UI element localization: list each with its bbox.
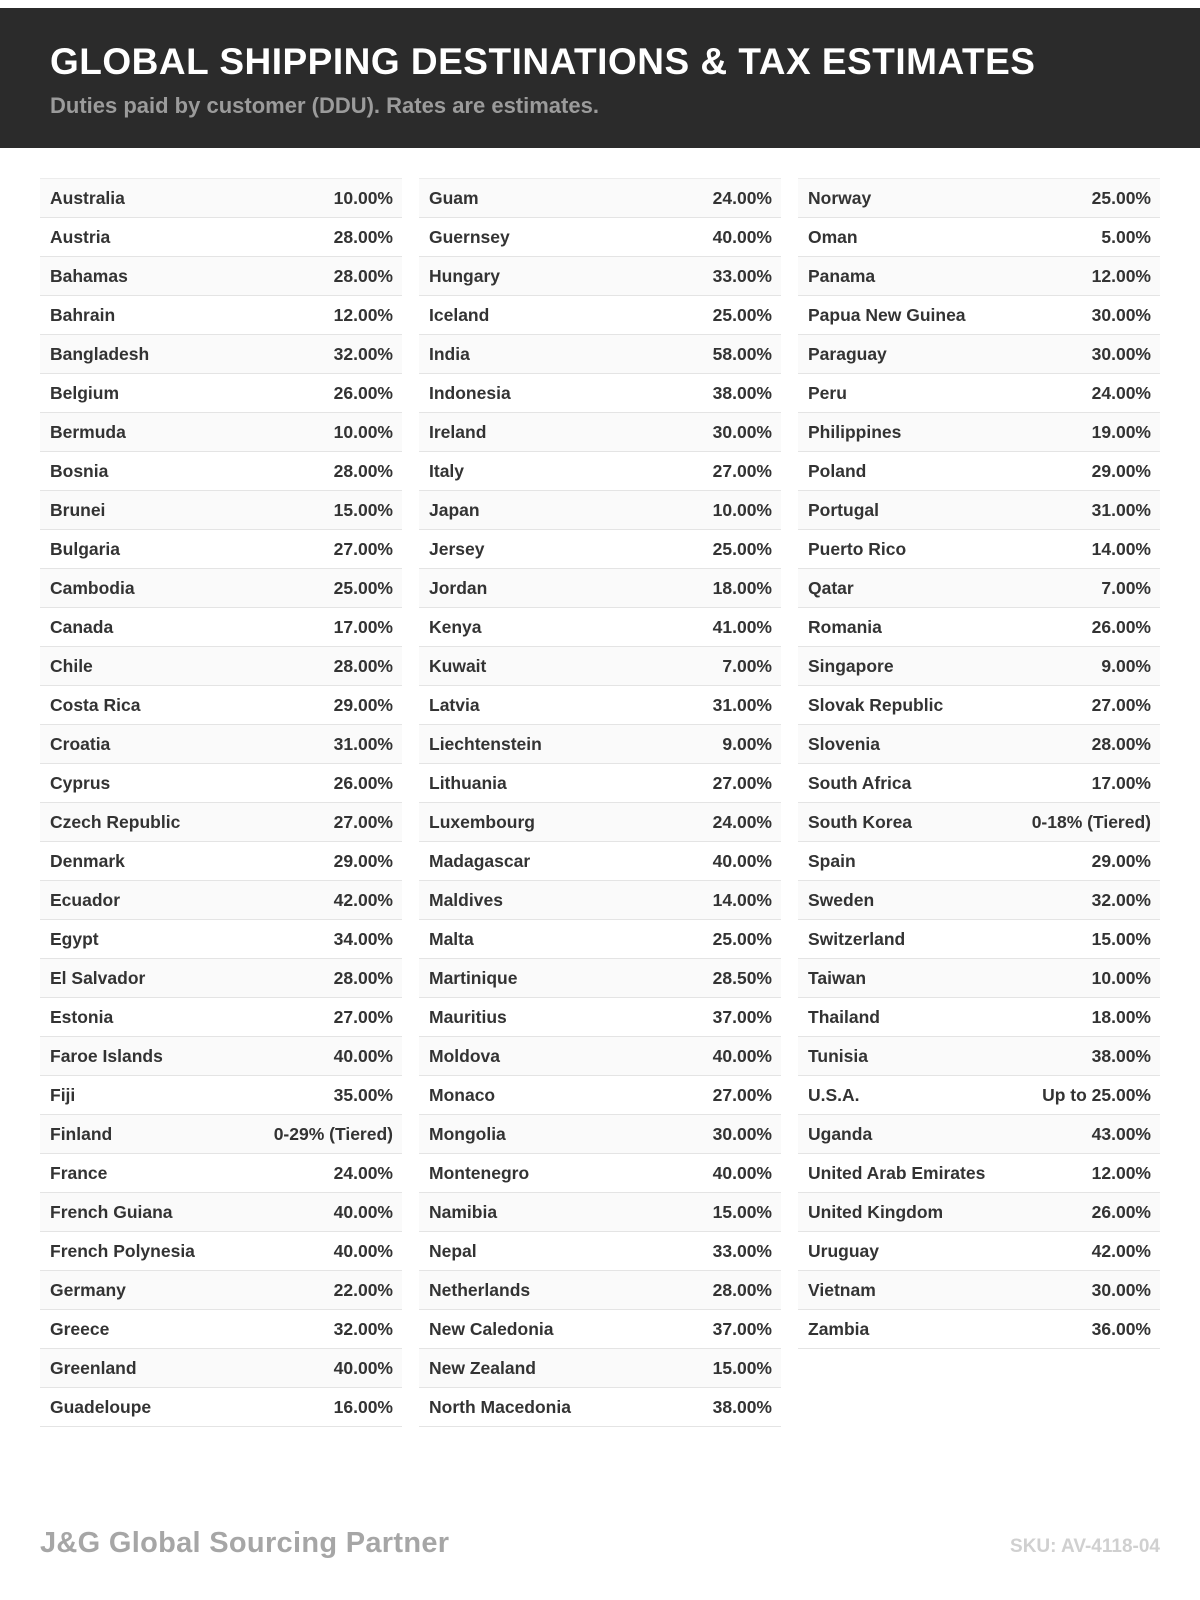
country-name: United Arab Emirates	[808, 1162, 986, 1183]
rates-column	[798, 178, 1160, 1427]
tax-rate: 42.00%	[333, 889, 393, 910]
page-footer	[40, 1527, 1160, 1560]
country-name: Switzerland	[808, 928, 906, 949]
country-name: Namibia	[429, 1201, 498, 1222]
country-name: Puerto Rico	[808, 538, 907, 559]
tax-rate: 27.00%	[712, 772, 772, 793]
tax-rate: 36.00%	[1091, 1318, 1151, 1339]
tax-rate: 29.00%	[333, 850, 393, 871]
country-name: Monaco	[429, 1084, 496, 1105]
table-row	[798, 1193, 1160, 1232]
rates-column	[419, 178, 781, 1427]
table-row	[419, 530, 781, 569]
country-name: Peru	[808, 382, 847, 403]
tax-rate: 14.00%	[1091, 538, 1151, 559]
table-row	[798, 647, 1160, 686]
tax-rate: 25.00%	[712, 304, 772, 325]
country-name: Singapore	[808, 655, 894, 676]
country-name: Kuwait	[429, 655, 487, 676]
country-name: Austria	[50, 226, 111, 247]
country-name: Croatia	[50, 733, 111, 754]
country-name: Portugal	[808, 499, 879, 520]
tax-rate: 24.00%	[712, 187, 772, 208]
table-row	[798, 1154, 1160, 1193]
tax-rate: 37.00%	[712, 1318, 772, 1339]
tax-rate: 26.00%	[333, 772, 393, 793]
country-name: Sweden	[808, 889, 875, 910]
table-row	[40, 959, 402, 998]
tax-rate: 28.00%	[333, 460, 393, 481]
tax-rate: 28.00%	[712, 1279, 772, 1300]
country-name: Uruguay	[808, 1240, 879, 1261]
tax-rate: 14.00%	[712, 889, 772, 910]
country-name: Montenegro	[429, 1162, 530, 1183]
table-row	[798, 1232, 1160, 1271]
tax-rate: 28.00%	[333, 655, 393, 676]
tax-rate: 38.00%	[712, 382, 772, 403]
table-row	[40, 881, 402, 920]
table-row	[419, 647, 781, 686]
table-row	[798, 959, 1160, 998]
country-name: Bangladesh	[50, 343, 150, 364]
table-row	[419, 803, 781, 842]
tax-rate: 31.00%	[333, 733, 393, 754]
country-name: Estonia	[50, 1006, 114, 1027]
country-name: Norway	[808, 187, 872, 208]
tax-rate: 25.00%	[712, 538, 772, 559]
country-name: Moldova	[429, 1045, 500, 1066]
country-name: Guernsey	[429, 226, 510, 247]
table-row	[419, 920, 781, 959]
country-name: El Salvador	[50, 967, 146, 988]
table-row	[798, 218, 1160, 257]
country-name: Martinique	[429, 967, 518, 988]
table-row	[798, 257, 1160, 296]
country-name: Spain	[808, 850, 856, 871]
country-name: Czech Republic	[50, 811, 181, 832]
table-row	[798, 413, 1160, 452]
table-row	[798, 803, 1160, 842]
tax-rate: 27.00%	[1091, 694, 1151, 715]
table-row	[419, 569, 781, 608]
country-name: Guam	[429, 187, 479, 208]
tax-rate: 26.00%	[1091, 1201, 1151, 1222]
country-name: Bermuda	[50, 421, 126, 442]
tax-rate: 7.00%	[1101, 577, 1151, 598]
table-row	[798, 569, 1160, 608]
table-row	[419, 413, 781, 452]
table-row	[40, 1349, 402, 1388]
table-row	[40, 1388, 402, 1427]
table-row	[798, 530, 1160, 569]
country-name: Japan	[429, 499, 480, 520]
country-name: Taiwan	[808, 967, 867, 988]
table-row	[40, 452, 402, 491]
country-name: Belgium	[50, 382, 120, 403]
country-name: Jersey	[429, 538, 485, 559]
table-row	[40, 686, 402, 725]
country-name: U.S.A.	[808, 1084, 860, 1105]
tax-rate: 7.00%	[722, 655, 772, 676]
country-name: Mauritius	[429, 1006, 507, 1027]
tax-rate: 22.00%	[333, 1279, 393, 1300]
tax-rate: 0-18% (Tiered)	[1031, 811, 1151, 832]
tax-rate: 24.00%	[712, 811, 772, 832]
table-row	[798, 1037, 1160, 1076]
tax-rate: 25.00%	[333, 577, 393, 598]
table-row	[419, 881, 781, 920]
country-name: Latvia	[429, 694, 480, 715]
page-header	[0, 8, 1200, 148]
table-row	[798, 374, 1160, 413]
country-name: Zambia	[808, 1318, 870, 1339]
table-row	[798, 1076, 1160, 1115]
country-name: Qatar	[808, 577, 854, 598]
table-row	[798, 998, 1160, 1037]
tax-rate: 12.00%	[333, 304, 393, 325]
table-row	[40, 569, 402, 608]
rates-column	[40, 178, 402, 1427]
country-name: French Guiana	[50, 1201, 173, 1222]
tax-rate: 24.00%	[1091, 382, 1151, 403]
country-name: Cambodia	[50, 577, 135, 598]
table-row	[40, 257, 402, 296]
tax-rate: 32.00%	[1091, 889, 1151, 910]
tax-rate: 33.00%	[712, 1240, 772, 1261]
tax-rate: 38.00%	[1091, 1045, 1151, 1066]
country-name: Bahrain	[50, 304, 116, 325]
table-row	[798, 179, 1160, 218]
country-name: Indonesia	[429, 382, 511, 403]
tax-rate: 16.00%	[333, 1396, 393, 1417]
table-row	[40, 725, 402, 764]
rates-grid	[0, 178, 1200, 1427]
country-name: Ireland	[429, 421, 487, 442]
table-row	[40, 296, 402, 335]
table-row	[419, 1271, 781, 1310]
table-row	[419, 452, 781, 491]
tax-rate: 40.00%	[712, 1045, 772, 1066]
tax-rate: 15.00%	[712, 1201, 772, 1222]
tax-rate: 38.00%	[712, 1396, 772, 1417]
tax-rate: 30.00%	[1091, 343, 1151, 364]
sku-label: SKU: AV-4118-04	[1010, 1536, 1160, 1557]
country-name: Malta	[429, 928, 474, 949]
tax-rate: 9.00%	[722, 733, 772, 754]
tax-rate: 27.00%	[333, 811, 393, 832]
country-name: Liechtenstein	[429, 733, 542, 754]
country-name: United Kingdom	[808, 1201, 944, 1222]
tax-rate: 28.00%	[333, 967, 393, 988]
country-name: Fiji	[50, 1084, 76, 1105]
country-name: Greece	[50, 1318, 110, 1339]
country-name: Madagascar	[429, 850, 531, 871]
country-name: Netherlands	[429, 1279, 531, 1300]
table-row	[419, 842, 781, 881]
table-row	[40, 1310, 402, 1349]
tax-rate: 27.00%	[333, 1006, 393, 1027]
table-row	[419, 257, 781, 296]
tax-rate: 30.00%	[712, 1123, 772, 1144]
tax-rate: 35.00%	[333, 1084, 393, 1105]
table-row	[40, 491, 402, 530]
country-name: Bahamas	[50, 265, 128, 286]
table-row	[40, 1232, 402, 1271]
table-row	[40, 413, 402, 452]
table-row	[798, 335, 1160, 374]
country-name: Poland	[808, 460, 867, 481]
country-name: Canada	[50, 616, 114, 637]
tax-rate: 42.00%	[1091, 1240, 1151, 1261]
table-row	[40, 803, 402, 842]
tax-rate: 18.00%	[712, 577, 772, 598]
tax-rate: 5.00%	[1101, 226, 1151, 247]
tax-rate: 27.00%	[333, 538, 393, 559]
tax-rate: 18.00%	[1091, 1006, 1151, 1027]
table-row	[419, 1310, 781, 1349]
country-name: Philippines	[808, 421, 902, 442]
country-name: Mongolia	[429, 1123, 506, 1144]
table-row	[798, 764, 1160, 803]
tax-rate: 29.00%	[1091, 850, 1151, 871]
country-name: Romania	[808, 616, 882, 637]
tax-rate: 40.00%	[712, 226, 772, 247]
table-row	[419, 296, 781, 335]
country-name: Bosnia	[50, 460, 109, 481]
tax-rate: 41.00%	[712, 616, 772, 637]
table-row	[798, 491, 1160, 530]
table-row	[40, 218, 402, 257]
tax-rate: 40.00%	[333, 1240, 393, 1261]
tax-rate: 28.00%	[333, 265, 393, 286]
tax-rate: 32.00%	[333, 343, 393, 364]
country-name: India	[429, 343, 470, 364]
tax-rate: 19.00%	[1091, 421, 1151, 442]
page-subtitle: Duties paid by customer (DDU). Rates are estimates.	[50, 92, 599, 118]
table-row	[419, 1232, 781, 1271]
country-name: French Polynesia	[50, 1240, 195, 1261]
country-name: Slovenia	[808, 733, 880, 754]
country-name: Panama	[808, 265, 876, 286]
tax-rate: Up to 25.00%	[1042, 1084, 1151, 1105]
tax-rate: 31.00%	[1091, 499, 1151, 520]
table-row	[40, 764, 402, 803]
country-name: Hungary	[429, 265, 500, 286]
table-row	[40, 608, 402, 647]
table-row	[798, 1115, 1160, 1154]
tax-rate: 30.00%	[1091, 304, 1151, 325]
tax-rate: 28.00%	[333, 226, 393, 247]
country-name: South Africa	[808, 772, 912, 793]
tax-rate: 40.00%	[333, 1201, 393, 1222]
table-row	[419, 998, 781, 1037]
table-row	[40, 1037, 402, 1076]
table-row	[798, 296, 1160, 335]
table-row	[40, 179, 402, 218]
country-name: New Caledonia	[429, 1318, 554, 1339]
tax-rate: 9.00%	[1101, 655, 1151, 676]
tax-rate: 15.00%	[1091, 928, 1151, 949]
country-name: Ecuador	[50, 889, 121, 910]
tax-rate: 15.00%	[712, 1357, 772, 1378]
tax-rate: 40.00%	[333, 1045, 393, 1066]
tax-rate: 25.00%	[1091, 187, 1151, 208]
country-name: South Korea	[808, 811, 913, 832]
table-row	[419, 686, 781, 725]
tax-rate: 27.00%	[712, 1084, 772, 1105]
tax-rate: 29.00%	[333, 694, 393, 715]
country-name: Italy	[429, 460, 465, 481]
country-name: Costa Rica	[50, 694, 141, 715]
country-name: Luxembourg	[429, 811, 535, 832]
tax-rate: 10.00%	[333, 187, 393, 208]
table-row	[419, 1193, 781, 1232]
country-name: Iceland	[429, 304, 490, 325]
table-row	[419, 1349, 781, 1388]
tax-rate: 17.00%	[1091, 772, 1151, 793]
tax-rate: 32.00%	[333, 1318, 393, 1339]
table-row	[798, 842, 1160, 881]
tax-rate: 0-29% (Tiered)	[273, 1123, 393, 1144]
tax-rate: 40.00%	[712, 1162, 772, 1183]
country-name: Jordan	[429, 577, 488, 598]
tax-rate: 26.00%	[333, 382, 393, 403]
country-name: Uganda	[808, 1123, 873, 1144]
table-row	[419, 959, 781, 998]
country-name: Oman	[808, 226, 858, 247]
tax-rate: 58.00%	[712, 343, 772, 364]
table-row	[419, 608, 781, 647]
country-name: Faroe Islands	[50, 1045, 163, 1066]
tax-rate: 12.00%	[1091, 1162, 1151, 1183]
country-name: Tunisia	[808, 1045, 868, 1066]
table-row	[40, 530, 402, 569]
table-row	[419, 1154, 781, 1193]
table-row	[40, 647, 402, 686]
tax-rate: 10.00%	[712, 499, 772, 520]
country-name: Finland	[50, 1123, 113, 1144]
table-row	[798, 1271, 1160, 1310]
table-row	[419, 335, 781, 374]
tax-rate: 27.00%	[712, 460, 772, 481]
tax-rate: 43.00%	[1091, 1123, 1151, 1144]
tax-rate: 34.00%	[333, 928, 393, 949]
country-name: Cyprus	[50, 772, 111, 793]
table-row	[40, 1076, 402, 1115]
country-name: Brunei	[50, 499, 106, 520]
tax-rate: 37.00%	[712, 1006, 772, 1027]
country-name: Lithuania	[429, 772, 507, 793]
country-name: Papua New Guinea	[808, 304, 966, 325]
table-row	[40, 998, 402, 1037]
country-name: Greenland	[50, 1357, 137, 1378]
tax-rate: 29.00%	[1091, 460, 1151, 481]
table-row	[419, 1388, 781, 1427]
table-row	[798, 452, 1160, 491]
country-name: Bulgaria	[50, 538, 121, 559]
tax-rate: 40.00%	[712, 850, 772, 871]
country-name: North Macedonia	[429, 1396, 571, 1417]
table-row	[40, 842, 402, 881]
country-name: New Zealand	[429, 1357, 536, 1378]
table-row	[40, 374, 402, 413]
tax-rate: 40.00%	[333, 1357, 393, 1378]
country-name: Germany	[50, 1279, 126, 1300]
tax-rate: 30.00%	[1091, 1279, 1151, 1300]
country-name: Guadeloupe	[50, 1396, 152, 1417]
table-row	[419, 764, 781, 803]
page-title: GLOBAL SHIPPING DESTINATIONS & TAX ESTIMATES	[50, 41, 1036, 82]
table-row	[798, 881, 1160, 920]
tax-rate: 10.00%	[1091, 967, 1151, 988]
country-name: France	[50, 1162, 108, 1183]
table-row	[798, 686, 1160, 725]
country-name: Vietnam	[808, 1279, 876, 1300]
table-row	[40, 920, 402, 959]
country-name: Kenya	[429, 616, 482, 637]
tax-rate: 28.50%	[712, 967, 772, 988]
table-row	[419, 1037, 781, 1076]
country-name: Paraguay	[808, 343, 887, 364]
country-name: Denmark	[50, 850, 125, 871]
country-name: Nepal	[429, 1240, 477, 1261]
country-name: Thailand	[808, 1006, 880, 1027]
tax-rate: 12.00%	[1091, 265, 1151, 286]
table-row	[419, 1115, 781, 1154]
table-row	[798, 608, 1160, 647]
table-row	[798, 1310, 1160, 1349]
tax-rate: 10.00%	[333, 421, 393, 442]
tax-rate: 31.00%	[712, 694, 772, 715]
table-row	[40, 1271, 402, 1310]
tax-rate: 26.00%	[1091, 616, 1151, 637]
table-row	[419, 725, 781, 764]
tax-rate: 25.00%	[712, 928, 772, 949]
table-row	[419, 1076, 781, 1115]
table-row	[40, 1154, 402, 1193]
country-name: Chile	[50, 655, 93, 676]
table-row	[419, 374, 781, 413]
table-row	[419, 179, 781, 218]
table-row	[40, 1115, 402, 1154]
tax-rate: 17.00%	[333, 616, 393, 637]
table-row	[40, 1193, 402, 1232]
country-name: Australia	[50, 187, 125, 208]
table-row	[40, 335, 402, 374]
country-name: Egypt	[50, 928, 99, 949]
tax-rate: 24.00%	[333, 1162, 393, 1183]
tax-rate: 28.00%	[1091, 733, 1151, 754]
table-row	[798, 725, 1160, 764]
country-name: Slovak Republic	[808, 694, 944, 715]
tax-rate: 30.00%	[712, 421, 772, 442]
brand-name: J&G Global Sourcing Partner	[40, 1527, 450, 1559]
tax-rate: 15.00%	[333, 499, 393, 520]
table-row	[798, 920, 1160, 959]
table-row	[419, 491, 781, 530]
tax-rate: 33.00%	[712, 265, 772, 286]
country-name: Maldives	[429, 889, 503, 910]
table-row	[419, 218, 781, 257]
